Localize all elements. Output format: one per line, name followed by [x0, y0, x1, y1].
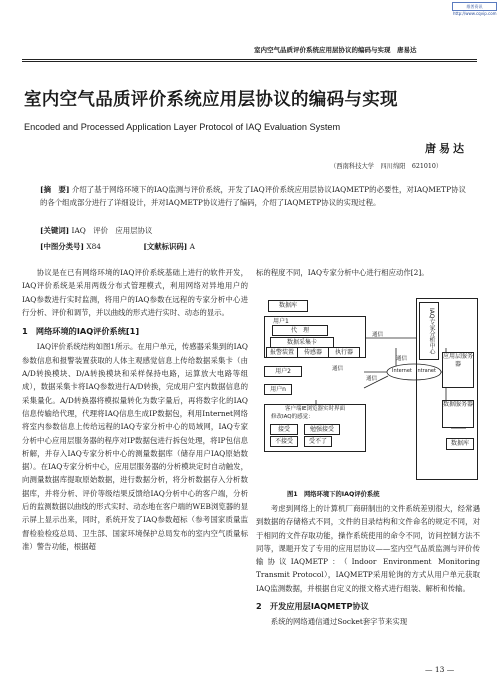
author: 唐易达: [425, 142, 467, 155]
database-box-2: 数据库: [446, 438, 474, 450]
cannot-stand-option: 受不了: [304, 436, 332, 447]
daq-card-box: 数据采集卡: [270, 337, 334, 348]
alarm-box: 报警装置: [266, 347, 298, 358]
paper-title: 室内空气品质评价系统应用层协议的编码与实现: [24, 90, 398, 110]
doc-code-value: A: [189, 242, 195, 251]
keywords: [40, 225, 152, 236]
slight-accept-option: 勉强接受: [304, 424, 340, 435]
running-header: 室内空气品质评价系统应用层协议的编码与实现 唐易达: [254, 46, 417, 54]
user2-box: 用户2: [264, 366, 302, 377]
app-server-box: 应用层服务器: [442, 352, 474, 388]
database-box: 数据库: [268, 300, 308, 312]
comm-label-1: 通信: [372, 332, 384, 338]
doc-code-label: [文献标识码]: [143, 242, 188, 251]
left-column: [22, 266, 248, 553]
keywords-label: [关键词]: [40, 226, 70, 235]
abstract: [40, 183, 466, 210]
intranet-label: Intranet: [416, 368, 436, 374]
section-heading-1: 1 网络环境的IAQ评价系统[1]: [22, 326, 140, 337]
abstract-label: [摘 要]: [40, 185, 70, 194]
english-title: Encoded and Processed Application Layer Protocol of IAQ Evaluation System: [24, 122, 341, 132]
expert-center-label: IAQ专家分析中心: [419, 302, 439, 360]
class-label: [中图分类号]: [40, 242, 84, 251]
db-server-box: 数据服务器: [442, 400, 474, 428]
unaccept-option: 不接受: [270, 436, 298, 447]
affiliation: （西南科技大学 四川绵阳 621010）: [330, 163, 443, 170]
comm-label-3: 通信: [332, 366, 344, 372]
comm-label-2: 通信: [396, 356, 408, 362]
keywords-text: IAQ 评价 应用层协议: [71, 226, 153, 235]
col2-after-figure: 考虑到网络上的计算机厂商研制出的文件系统差别很大，经常遇到数据的存储格式不同，文件的目录结构和文件命名的规定不同，对于相同的文件存取功能，操作系统使用的命令不同，访问控制方法不同等，课题开发了专用的应用层协议——室内空气品质监测与评价传输协议IAQMETP：（Indoor Environment Monitoring Transmit Protocol），IAQMETP采用轮询的方式从用户单元获取IAQ监测数据，并根据自定义的报文格式进行组装、解析和传输。: [256, 504, 480, 593]
intro-paragraph: 协议是在已有网络环境的IAQ评价系统基础上进行的软件开发，IAQ评价系统是采用两级分布式管理模式，利用网络对异地用户的IAQ参数进行实时监测，将用户的IAQ参数在远程的专家分析中心进行分析、评价和调节，并以曲线的形式进行实时、动态的显示。: [22, 268, 248, 317]
section1-body: IAQ评价系统结构如图1所示。在用户单元，传感器采集到的IAQ参数信息和报警装置获取的人体主观感觉信息上传给数据采集卡（由A/D转换模块、D/A转换模块和采样保持电路，运算放大电路等组成），数据采集卡将IAQ参数进行A/D转换，完成用户室内数据信息的采集量化。A/D转换器将模拟量转化为数字量后，再将数字化的IAQ信息传输给代理，代理将IAQ信息生成IP数据包，利用Internet网络将室内参数信息上传给远程的IAQ专家分析中心的局域网，IAQ专家分析中心应用层服务器的程序对IP数据包进行拆包处理，将IP包信息析解，并存入IAQ专家分析中心的测量数据库（储存用户IAQ原始数据）。在IAQ专家分析中心，应用层服务器的分析模块定时自动触发，向测量数据库提取原始数据，进行数据分析，将分析数据存入分析数据库，并将分析、评价等级结果反馈给IAQ分析中心的客户端，分析后的监测数据以曲线的形式实时、动态地在客户端的WEB浏览器的显示屏上显示出来，同时，系统开发了IAQ参数超标（参考国家质量监督检验检疫总局、卫生部、国家环境保护总局发布的室内空气质量标准）警告功能，根据超: [22, 342, 248, 551]
user1-label: 用户1: [273, 318, 289, 325]
internet-label: Internet: [392, 368, 412, 374]
usern-box: 用户n: [264, 384, 292, 395]
modify-feeling-label: 修改IAQ的感觉：: [271, 414, 314, 420]
watermark: 维普资讯 http://www.cqvip.com: [453, 4, 497, 16]
figure-caption: 图1 网络环境下的IAQ评价系统: [287, 491, 380, 498]
client-panel-label: 客户端IE浏览器实时界面: [284, 406, 346, 412]
sensor-box: 传感器: [297, 347, 329, 358]
col2-top-text: 标的程度不同，IAQ专家分析中心进行相应动作[2]。: [256, 268, 429, 277]
actuator-box: 执行器: [328, 347, 360, 358]
right-column-bottom: [256, 502, 480, 629]
proxy-box: 代 理: [272, 325, 328, 336]
section2-body: 系统的网络通信通过Socket套字节来实现: [270, 617, 408, 627]
accept-option: 接受: [270, 424, 298, 435]
classification: [40, 241, 195, 252]
right-column-top: [256, 266, 480, 279]
class-value: X84: [86, 242, 101, 251]
header-rule: [22, 59, 477, 60]
header-rule-thin: [22, 61, 477, 62]
figure-1: [256, 288, 480, 478]
section-heading-2: 2 开发应用层IAQMETP协议: [256, 601, 369, 612]
abstract-text: 介绍了基于网络环境下的IAQ监测与评价系统，开发了IAQ评价系统应用层协议IAQMETP的必要性，对IAQMETP协议的各个组成部分进行了详细设计，并对IAQMETP协议进行了编码，介绍了IAQMETP协议的实现过程。: [40, 185, 466, 208]
comm-label-4: 通信: [366, 376, 378, 382]
page-number: — 13 —: [425, 665, 455, 674]
